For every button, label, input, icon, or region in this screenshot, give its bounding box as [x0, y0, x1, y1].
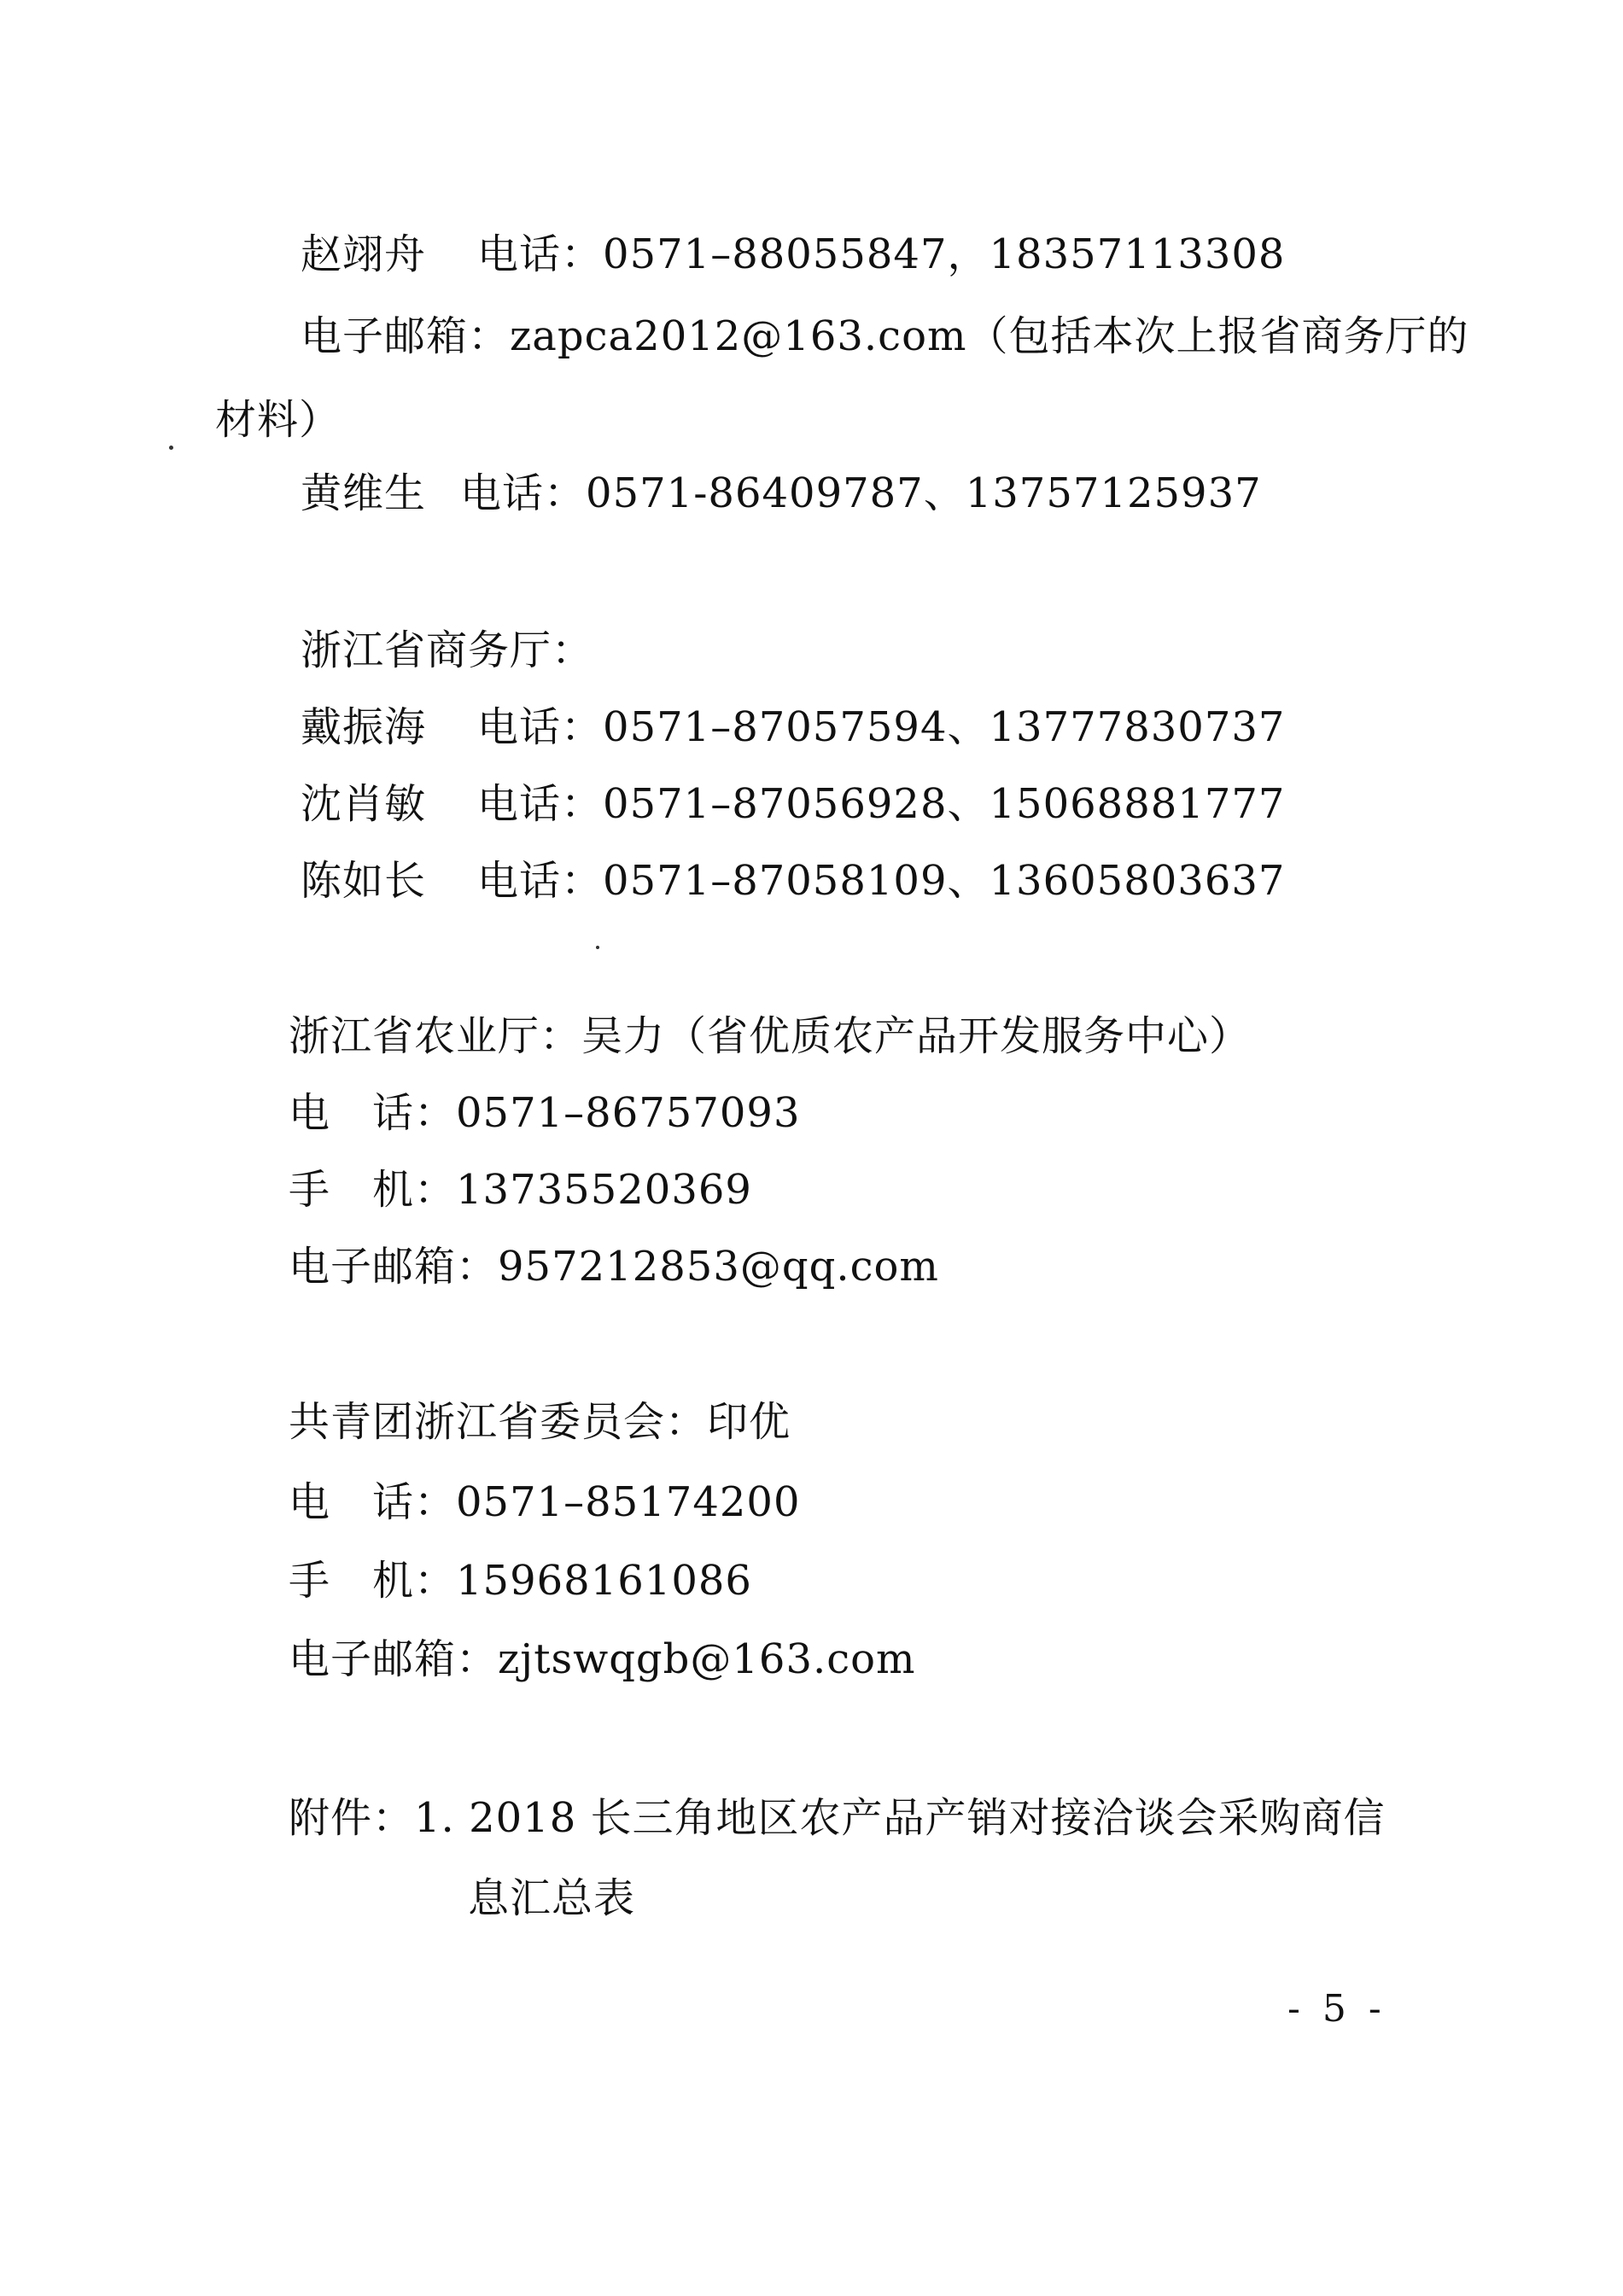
- contact-line-chen: [301, 855, 1285, 906]
- contact-name: 赵翊舟: [301, 230, 427, 278]
- note-text: 材料）: [215, 396, 342, 444]
- youth-league-mobile-line: [289, 1555, 752, 1606]
- contact-line-huang: [301, 468, 1262, 519]
- attachment-item-continuation: 息汇总表: [468, 1874, 636, 1922]
- phone-value: 0571–85174200: [456, 1478, 801, 1526]
- email-line-zhao: [301, 311, 1468, 362]
- email-label: 电子邮箱：: [289, 1635, 499, 1683]
- phone-value: 0571–87057594、13777830737: [603, 703, 1286, 751]
- mobile-label: 手 机：: [289, 1166, 457, 1214]
- agriculture-email-line: [289, 1241, 939, 1292]
- phone-value: 0571–87058109、13605803637: [603, 857, 1286, 905]
- phone-label: 电 话：: [289, 1089, 457, 1137]
- mobile-value: 13735520369: [456, 1166, 752, 1214]
- youth-league-phone-line: [289, 1477, 800, 1528]
- scan-speck: [169, 446, 173, 450]
- phone-label: 电 话：: [289, 1478, 457, 1526]
- contact-line-dai: [301, 702, 1285, 753]
- email-note-continuation: [215, 394, 341, 446]
- youth-league-email-line: [289, 1634, 916, 1685]
- email-value: 957212853@qq.com: [498, 1243, 939, 1291]
- phone-value: 0571–87056928、15068881777: [603, 780, 1286, 828]
- email-value: zapca2012@163.com（包括本次上报省商务厅的: [510, 312, 1469, 360]
- heading-text: 共青团浙江省委员会：印优: [289, 1398, 791, 1446]
- scan-speck: [596, 946, 599, 949]
- phone-value: 0571-86409787、13757125937: [586, 469, 1262, 517]
- attachment-line-1: [289, 1792, 1386, 1844]
- contact-line-shen: [301, 778, 1285, 830]
- phone-label: 电话：: [477, 230, 604, 278]
- phone-label: 电话：: [477, 780, 604, 828]
- mobile-value: 15968161086: [456, 1557, 752, 1605]
- agriculture-dept-heading: [289, 1011, 1251, 1062]
- phone-label: 电话：: [477, 857, 604, 905]
- phone-label: 电话：: [460, 469, 587, 517]
- contact-name: 陈如长: [301, 857, 427, 905]
- phone-label: 电话：: [477, 703, 604, 751]
- agriculture-mobile-line: [289, 1164, 752, 1215]
- email-value: zjtswqgb@163.com: [498, 1635, 916, 1683]
- mobile-label: 手 机：: [289, 1557, 457, 1605]
- youth-league-heading: [289, 1396, 791, 1448]
- phone-value: 0571–86757093: [456, 1089, 801, 1137]
- heading-text: 浙江省商务厅：: [301, 626, 594, 674]
- contact-line-zhao: [301, 229, 1285, 280]
- attachment-item-text: 1. 2018 长三角地区农产品产销对接洽谈会采购商信: [414, 1794, 1386, 1842]
- page-number: - 5 -: [1287, 1987, 1387, 2031]
- heading-text: 浙江省农业厅：吴力（省优质农产品开发服务中心）: [289, 1012, 1252, 1060]
- contact-name: 戴振海: [301, 703, 427, 751]
- contact-name: 黄维生: [301, 469, 427, 517]
- attachment-label: 附件：: [289, 1794, 415, 1842]
- commerce-dept-heading: [301, 625, 593, 676]
- phone-value: 0571–88055847，18357113308: [603, 230, 1286, 278]
- contact-name: 沈肖敏: [301, 780, 427, 828]
- attachment-line-2: [468, 1873, 635, 1924]
- email-label: 电子邮箱：: [301, 312, 511, 360]
- agriculture-phone-line: [289, 1087, 800, 1139]
- email-label: 电子邮箱：: [289, 1243, 499, 1291]
